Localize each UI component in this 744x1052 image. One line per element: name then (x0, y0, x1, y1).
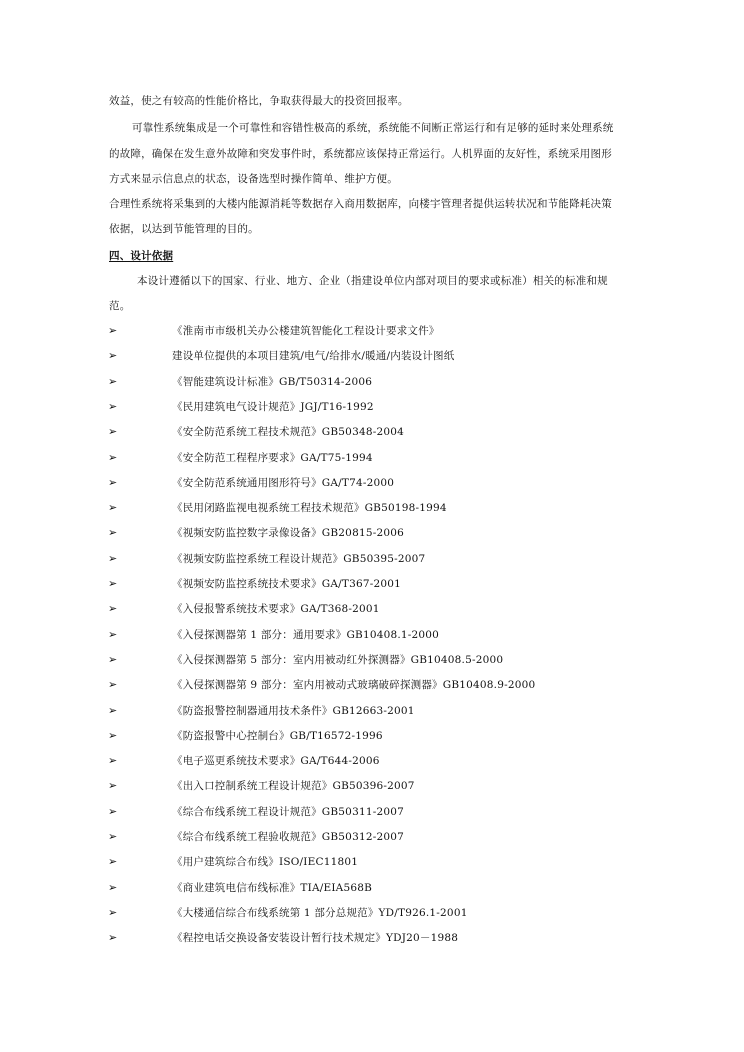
bullet-arrow-icon: ➢ (108, 501, 118, 515)
standard-list-item (108, 830, 668, 844)
standard-title: 建设单位提供的本项目建筑/电气/给排水/暖通/内装设计图纸 (172, 350, 455, 363)
standard-title: 《智能建筑设计标准》GB/T50314-2006 (172, 375, 373, 388)
bullet-arrow-icon: ➢ (108, 905, 118, 919)
standard-list-item (108, 349, 668, 363)
bullet-arrow-icon: ➢ (108, 703, 118, 717)
bullet-arrow-icon: ➢ (108, 652, 118, 666)
standard-title: 《商业建筑电信布线标准》TIA/EIA568B (172, 881, 373, 894)
standard-title: 《安全防范系统通用图形符号》GA/T74-2000 (172, 476, 395, 489)
standard-list-item (108, 704, 668, 718)
standard-list-item (108, 324, 668, 338)
standard-title: 《防盗报警中心控制台》GB/T16572-1996 (172, 729, 383, 742)
bullet-arrow-icon: ➢ (108, 931, 118, 945)
bullet-arrow-icon: ➢ (108, 728, 118, 742)
standard-title: 《视频安防监控系统技术要求》GA/T367-2001 (172, 578, 402, 590)
standard-list-item (108, 906, 668, 920)
standard-list-item (108, 931, 668, 945)
standard-list-item (108, 805, 668, 819)
standard-list-item (108, 552, 668, 566)
standard-title: 《民用闭路监视电视系统工程技术规范》GB50198-1994 (172, 502, 447, 515)
standard-title: 《安全防范系统工程技术规范》GB50348-2004 (172, 426, 404, 439)
paragraph-line: 合理性系统将采集到的大楼内能源消耗等数据存入商用数据库，向楼宇管理者提供运转状况和节能降耗决策 (109, 198, 612, 210)
standard-list-item (108, 855, 668, 869)
bullet-arrow-icon: ➢ (108, 399, 118, 413)
bullet-arrow-icon: ➢ (108, 450, 118, 464)
standard-list-item (108, 526, 668, 540)
standard-title: 《大楼通信综合布线系统第 1 部分总规范》YD/T926.1-2001 (172, 906, 468, 919)
standard-list-item (108, 400, 668, 414)
standard-title: 《出入口控制系统工程设计规范》GB50396-2007 (172, 780, 415, 793)
standard-list-item (108, 451, 668, 465)
bullet-arrow-icon: ➢ (108, 779, 118, 793)
standard-list-item (108, 729, 668, 743)
standard-title: 《电子巡更系统技术要求》GA/T644-2006 (172, 755, 380, 768)
bullet-arrow-icon: ➢ (108, 425, 118, 439)
bullet-arrow-icon: ➢ (108, 602, 118, 616)
standard-list-item (108, 881, 668, 895)
standard-title: 《入侵探测器第 1 部分：通用要求》GB10408.1-2000 (172, 628, 440, 641)
standard-list-item (108, 628, 668, 642)
standard-list-item (108, 501, 668, 515)
standard-title: 《视频安防监控系统工程设计规范》GB50395-2007 (172, 552, 426, 565)
bullet-arrow-icon: ➢ (108, 830, 118, 843)
standard-title: 《入侵探测器第 9 部分：室内用被动式玻璃破碎探测器》GB10408.9-2000 (172, 679, 536, 692)
standard-title: 《安全防范工程程序要求》GA/T75-1994 (172, 451, 373, 464)
paragraph-line: 效益，使之有较高的性能价格比，争取获得最大的投资回报率。 (109, 95, 409, 107)
standard-title: 《综合布线系统工程验收规范》GB50312-2007 (172, 831, 404, 843)
paragraph-line: 依据，以达到节能管理的目的。 (109, 223, 259, 235)
bullet-arrow-icon: ➢ (108, 577, 118, 590)
section-heading: 四、设计依据 (109, 250, 174, 262)
standard-title: 《程控电话交换设备安装设计暂行技术规定》YDJ20－1988 (172, 932, 459, 945)
standard-list-item (108, 678, 668, 692)
bullet-arrow-icon: ➢ (108, 526, 118, 540)
standard-list-item (108, 577, 668, 591)
bullet-arrow-icon: ➢ (108, 374, 118, 388)
bullet-arrow-icon: ➢ (108, 754, 118, 768)
bullet-arrow-icon: ➢ (108, 855, 118, 869)
bullet-arrow-icon: ➢ (108, 627, 118, 641)
bullet-arrow-icon: ➢ (108, 880, 118, 894)
standard-title: 《入侵探测器第 5 部分：室内用被动红外探测器》GB10408.5-2000 (172, 653, 504, 666)
paragraph-line: 方式来显示信息点的状态，设备选型时操作简单、维护方便。 (109, 173, 398, 185)
standard-list-item (108, 754, 668, 768)
standard-list-item (108, 779, 668, 793)
paragraph-line: 的故障，确保在发生意外故障和突发事件时，系统都应该保持正常运行。人机界面的友好性，系统采用图形 (109, 148, 612, 160)
standard-title: 《用户建筑综合布线》ISO/IEC11801 (172, 856, 359, 869)
standard-list-item (108, 653, 668, 667)
standard-title: 《视频安防监控数字录像设备》GB20815-2006 (172, 527, 404, 540)
bullet-arrow-icon: ➢ (108, 678, 118, 692)
standard-title: 《入侵报警系统技术要求》GA/T368-2001 (172, 603, 380, 616)
bullet-arrow-icon: ➢ (108, 324, 118, 337)
standard-list-item (108, 476, 668, 490)
standard-list-item (108, 425, 668, 439)
standard-list-item (108, 375, 668, 389)
section-intro-line: 本设计遵循以下的国家、行业、地方、企业（指建设单位内部对项目的要求或标准）相关的标准和规 (137, 275, 608, 287)
bullet-arrow-icon: ➢ (108, 349, 118, 363)
bullet-arrow-icon: ➢ (108, 475, 118, 489)
standard-list-item (108, 602, 668, 616)
paragraph-line: 可靠性系统集成是一个可靠性和容错性极高的系统，系统能不间断正常运行和有足够的延时来处理系统 (132, 122, 614, 134)
standard-title: 《淮南市市级机关办公楼建筑智能化工程设计要求文件》 (172, 325, 440, 337)
standard-title: 《防盗报警控制器通用技术条件》GB12663-2001 (172, 704, 415, 717)
standard-title: 《综合布线系统工程设计规范》GB50311-2007 (172, 805, 404, 818)
bullet-arrow-icon: ➢ (108, 551, 118, 565)
standard-title: 《民用建筑电气设计规范》JGJ/T16-1992 (172, 400, 374, 413)
bullet-arrow-icon: ➢ (108, 804, 118, 818)
section-intro-line: 范。 (109, 300, 131, 312)
